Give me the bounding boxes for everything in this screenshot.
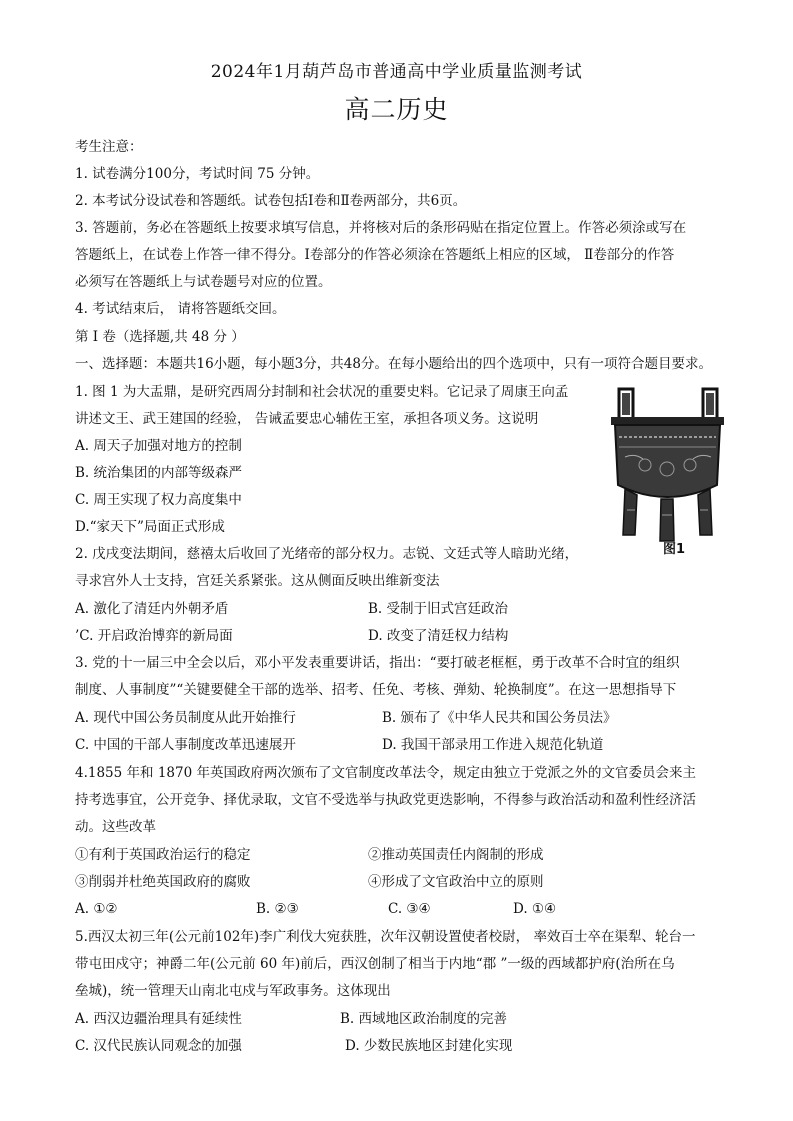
q5-option-d: D. 少数民族地区封建化实现	[345, 1038, 513, 1054]
q1-option-c: C. 周王实现了权力高度集中	[75, 492, 242, 508]
section-instruction: 一、选择题：本题共16小题，每小题3分，共48分。在每小题给出的四个选项中，只有一项符合题目要求。	[75, 356, 712, 372]
q4-option-b: B. ②③	[256, 901, 299, 917]
q4-option-a: A. ①②	[75, 901, 118, 917]
q3-option-d: D. 我国干部录用工作进入规范化轨道	[382, 737, 604, 753]
q2-stem: 寻求宫外人士支持，宫廷关系紧张。这从侧面反映出维新变法	[75, 573, 440, 589]
q5-option-b: B. 西域地区政治制度的完善	[340, 1011, 508, 1027]
q2-option-d: D. 改变了清廷权力结构	[368, 628, 509, 644]
notice-item: 2. 本考试分设试卷和答题纸。试卷包括Ⅰ卷和Ⅱ卷两部分，共6页。	[75, 193, 467, 209]
q4-stem: 动。这些改革	[75, 819, 156, 835]
part-title: 第 Ⅰ 卷（选择题,共 48 分 ）	[75, 329, 245, 345]
exam-title: 2024年1月葫芦岛市普通高中学业质量监测考试	[210, 62, 583, 82]
figure-caption: 图1	[663, 542, 686, 557]
q3-option-c: C. 中国的干部人事制度改革迅速展开	[75, 737, 296, 753]
q4-statement: ②推动英国责任内阁制的形成	[368, 847, 544, 863]
q3-option-a: A. 现代中国公务员制度从此开始推行	[75, 710, 296, 726]
q4-statement: ③削弱并杜绝英国政府的腐败	[75, 874, 251, 890]
q1-option-a: A. 周天子加强对地方的控制	[75, 438, 242, 454]
q5-option-c: C. 汉代民族认同观念的加强	[75, 1038, 242, 1054]
notice-item: 4. 考试结束后， 请将答题纸交回。	[75, 301, 286, 317]
q1-stem: 讲述文王、武王建国的经验， 告诫孟要忠心辅佐王室，承担各项义务。这说明	[75, 411, 539, 427]
q2-stem: 2. 戊戌变法期间，慈禧太后收回了光绪帝的部分权力。志锐、文廷式等人暗助光绪，	[75, 546, 579, 562]
notice-item: 3. 答题前，务必在答题纸上按要求填写信息，并将核对后的条形码贴在指定位置上。作答必须涂或写在	[75, 220, 687, 236]
q1-option-d: D.“家天下”局面正式形成	[75, 519, 225, 535]
q4-stem: 持考选事宜，公开竞争、择优录取，文官不受选举与执政党更迭影响，不得参与政治活动和盈利性经济活	[75, 792, 696, 808]
q5-stem: 垒城)，统一管理天山南北屯戍与军政事务。这体现出	[75, 983, 391, 999]
q2-option-c: ’C. 开启政治博弈的新局面	[75, 628, 233, 644]
q5-option-a: A. 西汉边疆治理具有延续性	[75, 1011, 242, 1027]
q3-stem: 3. 党的十一届三中全会以后，邓小平发表重要讲话，指出：“要打破老框框，勇于改革不合时宜的组织	[75, 655, 680, 671]
q4-stem: 4.1855 年和 1870 年英国政府两次颁布了文官制度改革法令，规定由独立于党派之外的文官委员会来主	[75, 765, 696, 781]
q2-option-a: A. 激化了清廷内外朝矛盾	[75, 601, 229, 617]
q1-option-b: B. 统治集团的内部等级森严	[75, 465, 243, 481]
bronze-ding-icon	[605, 385, 730, 560]
q1-stem: 1. 图 1 为大盂鼎，是研究西周分封制和社会状况的重要史料。它记录了周康王向孟	[75, 384, 569, 400]
q4-statement: ①有利于英国政治运行的稳定	[75, 847, 251, 863]
q4-option-d: D. ①④	[513, 901, 557, 917]
q4-option-c: C. ③④	[388, 901, 431, 917]
notice-item: 1. 试卷满分100分，考试时间 75 分钟。	[75, 166, 320, 182]
exam-subject: 高二历史	[344, 95, 449, 124]
q5-stem: 带屯田戍守；神爵二年(公元前 60 年)前后，西汉创制了相当于内地“郡 ”一级的西域都护府(治所在乌	[75, 956, 675, 972]
notice-item: 答题纸上，在试卷上作答一律不得分。Ⅰ卷部分的作答必须涂在答题纸上相应的区域， Ⅱ卷部分的作答	[75, 247, 675, 263]
q2-option-b: B. 受制于旧式宫廷政治	[368, 601, 509, 617]
notice-item: 必须写在答题纸上与试卷题号对应的位置。	[75, 274, 332, 290]
q3-option-b: B. 颁布了《中华人民共和国公务员法》	[382, 710, 617, 726]
q3-stem: 制度、人事制度”“关键要健全干部的选举、招考、任免、考核、弹劾、轮换制度”。在这一思想指导下	[75, 682, 677, 698]
q4-statement: ④形成了文官政治中立的原则	[368, 874, 544, 890]
notice-heading: 考生注意：	[75, 139, 143, 155]
q5-stem: 5.西汉太初三年(公元前102年)李广利伐大宛获胜，次年汉朝设置使者校尉， 率效百士卒在渠犁、轮台一	[75, 929, 696, 945]
